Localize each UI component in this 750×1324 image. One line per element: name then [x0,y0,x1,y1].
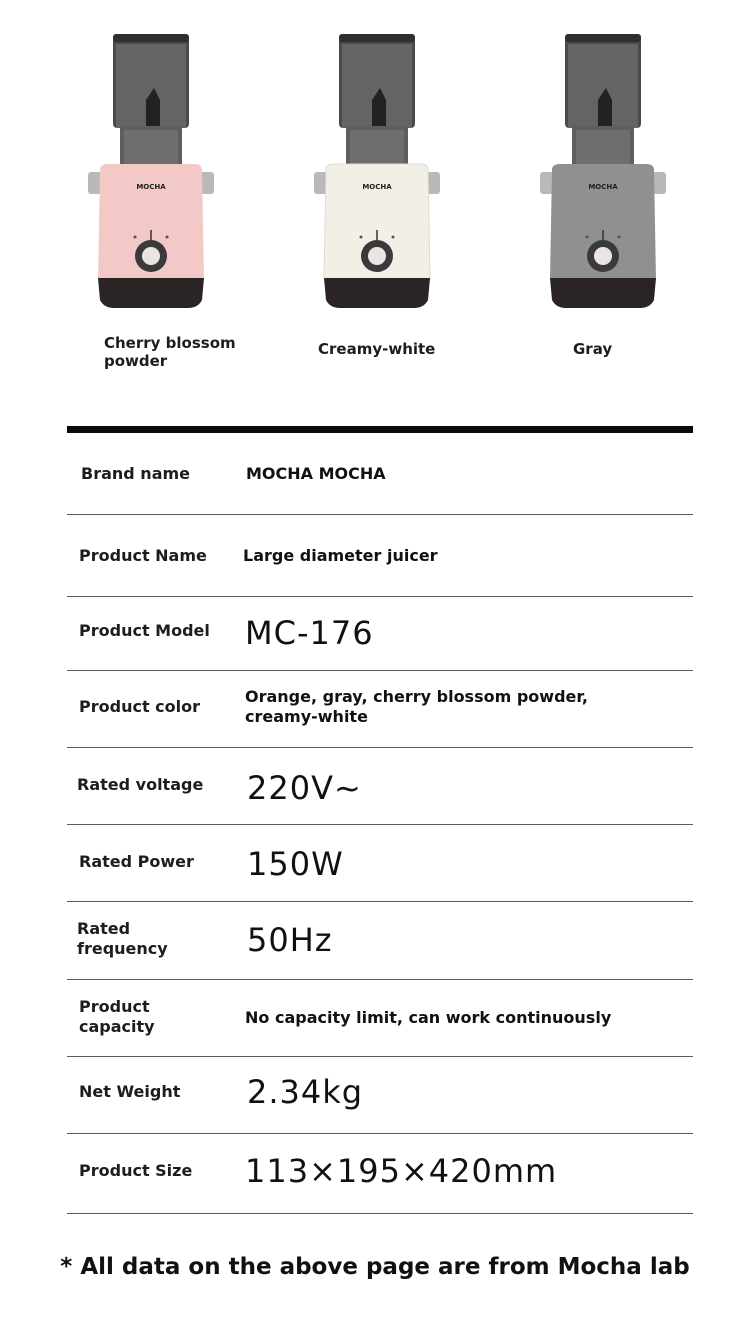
spec-row-model [67,597,693,671]
spec-table [67,433,693,1214]
spec-row-voltage [67,748,693,825]
spec-label: Rated voltage [77,775,204,794]
footnote: * All data on the above page are from Mocha lab [60,1254,690,1280]
mocha-logo-white: MOCHA [362,183,392,191]
mocha-logo-cherry: MOCHA [136,183,166,191]
spec-label: Product Model [79,621,210,640]
spec-label: Product Size [79,1161,193,1180]
product-juicer-gray [532,30,732,390]
product-color-label: Gray [573,340,613,358]
product-juicer-cherry [80,30,280,390]
spec-value: MOCHA MOCHA [246,464,386,483]
spec-value: 150W [247,845,344,883]
spec-row-weight [67,1057,693,1134]
spec-row-capacity [67,980,693,1057]
spec-value: MC-176 [245,614,374,652]
spec-label: Rated Power [79,852,194,871]
product-juicer-white [306,30,506,390]
spec-label: Brand name [81,464,191,483]
juicer-image [306,30,456,320]
mocha-logo-gray: MOCHA [588,183,618,191]
spec-value: No capacity limit, can work continuously [245,1008,612,1027]
spec-value: Large diameter juicer [243,546,438,565]
spec-value: Orange, gray, cherry blossom powder, creamy-white [245,687,588,726]
spec-value: 50Hz [247,921,333,959]
juicer-image [80,30,230,320]
spec-row-color [67,671,693,748]
spec-row-size [67,1134,693,1214]
spec-row-power [67,825,693,902]
spec-row-frequency [67,902,693,980]
product-color-label: Creamy-white [318,340,436,358]
spec-row-brand [67,433,693,515]
spec-value: 2.34kg [247,1073,364,1111]
spec-value: 113×195×420mm [245,1152,558,1190]
spec-label: Net Weight [79,1082,181,1101]
spec-row-product-name [67,515,693,597]
spec-label: Product Name [79,546,207,565]
table-top-rule [67,426,693,433]
product-color-label: Cherry blossom powder [104,334,236,370]
juicer-image [532,30,682,320]
spec-label: Rated frequency [77,919,168,958]
spec-label: Product capacity [79,997,155,1036]
spec-label: Product color [79,697,200,716]
product-color-showcase [0,0,750,400]
spec-value: 220V~ [247,769,362,807]
